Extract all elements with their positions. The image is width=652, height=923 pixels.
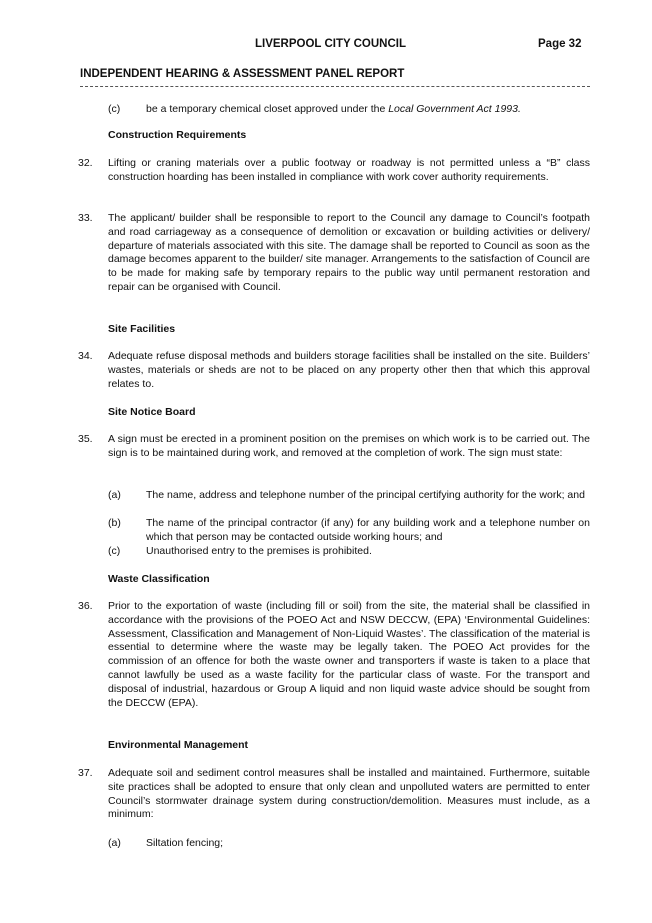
section-heading-construction: Construction Requirements bbox=[108, 129, 247, 141]
item-c-text bbox=[146, 103, 586, 117]
condition-34-text: Adequate refuse disposal methods and builders storage facilities shall be installed on the site. Builders’ wastes, materials or sheds are not to be placed on any property other then that which this approval relates to. bbox=[108, 350, 590, 390]
condition-33-text: The applicant/ builder shall be responsible to report to the Council any damage to Council’s footpath and road carriageway as a consequence of demolition or excavation or building activities or delivery/ departure of materials associated with this site. The damage shall be reported to Council as soon as the damage becomes apparent to the builder/ site manager. Arrangements to the satisfaction of Council are to be made for making safe by temporary repairs to the public way until permanent restoration and repair can be organised with Council. bbox=[108, 212, 590, 293]
item-c-act: Local Government Act 1993. bbox=[388, 103, 521, 115]
condition-36-number: 36. bbox=[78, 600, 93, 612]
condition-35-item-b-label: (b) bbox=[108, 517, 121, 529]
condition-37-item-a-label: (a) bbox=[108, 837, 121, 849]
condition-32-number: 32. bbox=[78, 157, 93, 169]
condition-37-text: Adequate soil and sediment control measures shall be installed and maintained. Furthermore, suitable site practices shall be adopted to ensure that only clean and unpolluted waters are permitted to enter Council’s stormwater drainage system during construction/demolition. Measures must include, as a minimum: bbox=[108, 767, 590, 821]
section-heading-site-facilities: Site Facilities bbox=[108, 323, 176, 335]
header-divider bbox=[80, 86, 590, 87]
condition-37-item-a-text: Siltation fencing; bbox=[146, 837, 224, 849]
condition-35-item-b-text: The name of the principal contractor (if any) for any building work and a telephone number on which that person may be contacted outside working hours; and bbox=[146, 517, 590, 543]
item-c-body: be a temporary chemical closet approved under the bbox=[146, 103, 389, 115]
section-heading-site-notice: Site Notice Board bbox=[108, 406, 196, 418]
council-name: LIVERPOOL CITY COUNCIL bbox=[255, 38, 407, 50]
section-heading-environmental: Environmental Management bbox=[108, 739, 249, 751]
condition-35-number: 35. bbox=[78, 433, 93, 445]
report-title: INDEPENDENT HEARING & ASSESSMENT PANEL REPORT bbox=[80, 68, 405, 80]
condition-33-number: 33. bbox=[78, 212, 93, 224]
condition-37-number: 37. bbox=[78, 767, 93, 779]
condition-35-text: A sign must be erected in a prominent position on the premises on which work is to be carried out. The sign is to be maintained during work, and removed at the completion of work. The sign must state: bbox=[108, 433, 590, 459]
condition-35-item-a-text: The name, address and telephone number of the principal certifying authority for the work; and bbox=[146, 489, 585, 501]
condition-35-item-c-label: (c) bbox=[108, 545, 121, 557]
item-c-label: (c) bbox=[108, 103, 121, 115]
condition-34-number: 34. bbox=[78, 350, 93, 362]
condition-36-text: Prior to the exportation of waste (including fill or soil) from the site, the material shall be classified in accordance with the provisions of the POEO Act and NSW DECCW, (EPA) ‘Environmental Guidelines: Assessment, Classification and Management of Non-Liquid Wastes’. The classification of the material is essential to determine where the waste may be legally taken. The POEO Act provides for the commission of an offence for both the waste owner and transporters if waste is taken to a place that cannot lawfully be used as a waste facility for the particular class of waste. For the transport and disposal of industrial, hazardous or Group A liquid and non liquid waste advice should be sought from the DECCW (EPA). bbox=[108, 600, 590, 709]
condition-35-item-c-text: Unauthorised entry to the premises is prohibited. bbox=[146, 545, 372, 557]
page-number: Page 32 bbox=[538, 38, 582, 50]
condition-35-item-a-label: (a) bbox=[108, 489, 121, 501]
condition-32-text: Lifting or craning materials over a public footway or roadway is not permitted unless a “B” class construction hoarding has been installed in compliance with work cover authority requirements. bbox=[108, 157, 590, 183]
section-heading-waste: Waste Classification bbox=[108, 573, 210, 585]
